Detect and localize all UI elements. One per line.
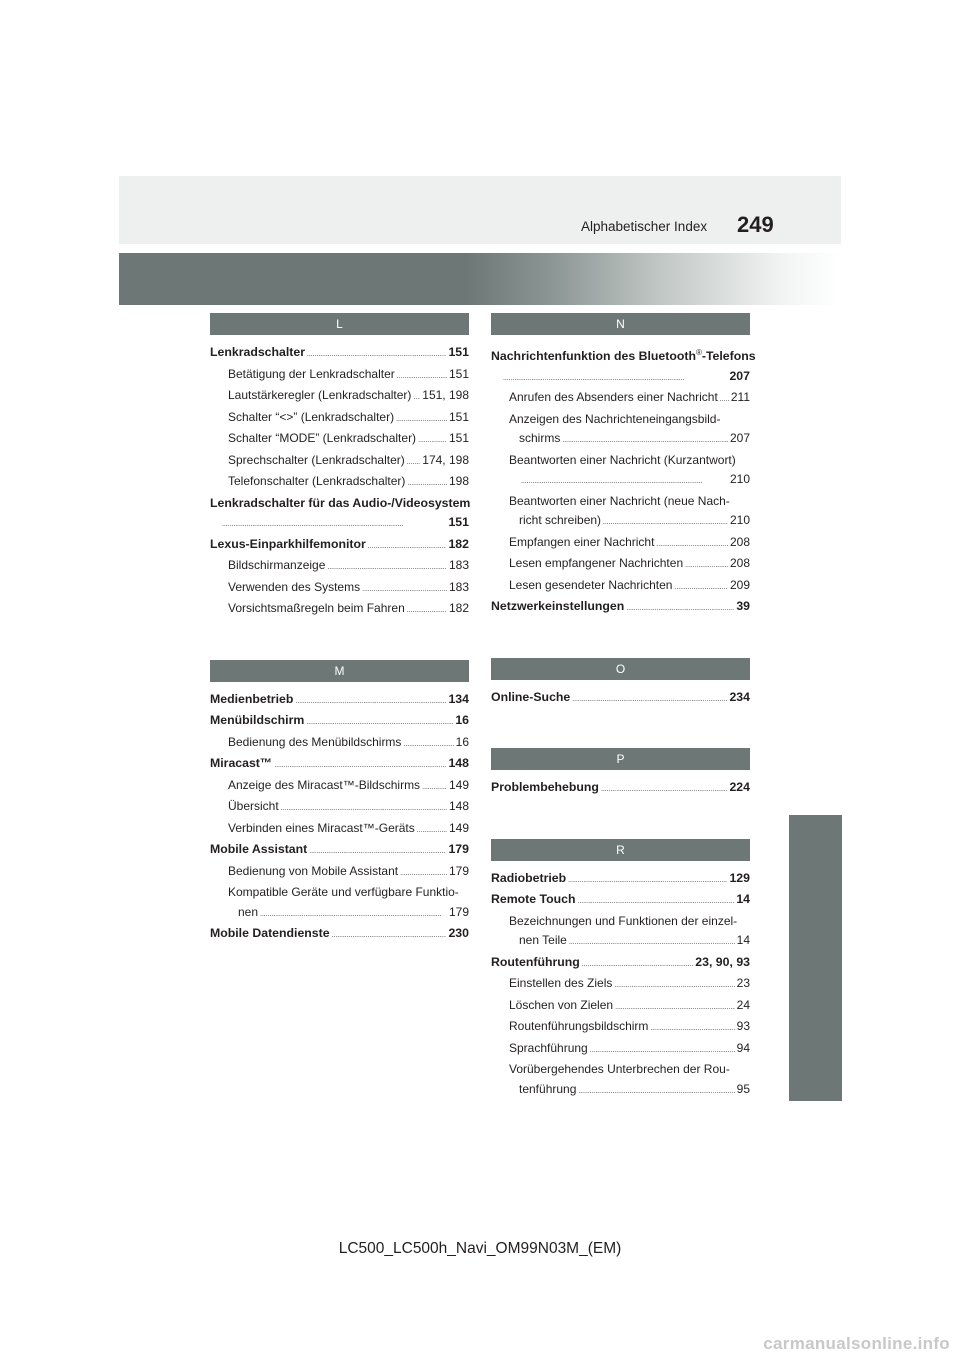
leader-dots [562, 429, 728, 451]
entry-page: 23 [736, 976, 750, 991]
entry-page: 151 [448, 345, 469, 359]
entry-page: 208 [729, 556, 750, 571]
entry-label: Nachrichtenfunktion des Bluetooth [491, 349, 696, 364]
index-entry[interactable] [210, 754, 469, 776]
index-entry-continuation[interactable] [210, 513, 469, 535]
entry-page: 23, 90, 93 [695, 954, 750, 969]
index-subentry[interactable] [491, 533, 750, 555]
entry-page: 151 [448, 431, 469, 445]
entry-page: 207 [729, 431, 750, 446]
leader-dots [601, 778, 728, 800]
entry-label: Verwenden des Systems [228, 579, 361, 594]
entry-page: 207 [729, 368, 750, 383]
entry-label: Übersicht [228, 799, 279, 813]
entry-page: 148 [448, 799, 469, 813]
index-subentry[interactable] [210, 556, 469, 578]
entry-page: 179 [448, 904, 469, 919]
entry-page: 151 [448, 515, 469, 529]
entry-page: 149 [448, 777, 469, 792]
index-subentry-continuation[interactable] [491, 429, 750, 451]
index-entry[interactable] [210, 690, 469, 712]
leader-dots [407, 451, 421, 473]
entry-page: 209 [729, 577, 750, 592]
index-subentry[interactable] [491, 554, 750, 576]
index-subentry-continuation[interactable] [491, 1080, 750, 1102]
leader-dots [368, 535, 447, 557]
index-column-right [491, 313, 756, 1101]
index-subentry[interactable] [210, 365, 469, 387]
leader-dots [396, 408, 447, 430]
leader-dots [222, 513, 446, 535]
entry-page: 198 [448, 474, 469, 488]
index-entry[interactable] [210, 535, 469, 557]
manual-code-footer: LC500_LC500h_Navi_OM99N03M_(EM) [338, 1240, 622, 1257]
entry-page: 182 [448, 601, 469, 615]
index-subentry-line[interactable]: Vorübergehendes Unterbrechen der Rou- [509, 1062, 730, 1077]
entry-label: Bedienung von Mobile Assistant [228, 863, 399, 878]
section-letter-n: N [491, 313, 750, 335]
page-number: 249 [737, 212, 774, 237]
entry-label-suffix: -Telefons [701, 349, 756, 364]
index-entry[interactable] [491, 597, 750, 619]
entry-label: Vorsichtsmaßregeln beim Fahren [228, 601, 405, 615]
index-entry-line[interactable] [491, 343, 756, 367]
entry-page: 16 [455, 713, 469, 727]
leader-dots [295, 690, 446, 712]
leader-dots [569, 931, 735, 953]
entry-label: Sprachführung [509, 1040, 588, 1055]
entry-page: 94 [736, 1040, 750, 1055]
index-subentry-continuation[interactable] [210, 903, 469, 925]
entry-page: 208 [729, 534, 750, 549]
leader-dots [274, 754, 446, 776]
leader-dots [403, 733, 453, 755]
leader-dots [397, 365, 447, 387]
entry-label: Löschen von Zielen [509, 997, 614, 1012]
leader-dots [418, 429, 447, 451]
entry-label: Mobile Datendienste [210, 926, 330, 940]
entry-label: Empfangen einer Nachricht [509, 534, 655, 549]
index-subentry[interactable] [210, 797, 469, 819]
entry-label: richt schreiben) [519, 513, 602, 528]
leader-dots [503, 367, 727, 389]
section-letter-l: L [210, 313, 469, 335]
index-entry[interactable] [210, 840, 469, 862]
leader-dots [400, 862, 447, 884]
index-subentry[interactable] [210, 408, 469, 430]
entry-label: Lexus-Einparkhilfemonitor [210, 536, 366, 551]
leader-dots [568, 869, 727, 891]
index-entry[interactable] [491, 869, 750, 891]
index-subentry-line[interactable]: Anzeigen des Nachrichteneingangsbild- [509, 411, 721, 426]
index-subentry[interactable] [491, 974, 750, 996]
leader-dots [521, 470, 728, 492]
leader-dots [422, 776, 447, 798]
index-subentry-line[interactable]: Beantworten einer Nachricht (neue Nach- [509, 493, 730, 508]
entry-label: Medienbetrieb [210, 691, 294, 706]
section-letter-o: O [491, 658, 750, 680]
entry-page: 134 [448, 691, 469, 706]
index-entry[interactable] [491, 688, 750, 710]
chapter-side-tab [789, 815, 842, 1101]
registered-mark: ® [695, 348, 702, 357]
entry-label: Anrufen des Absenders einer Nachricht [509, 390, 718, 405]
leader-dots [674, 576, 728, 598]
entry-page: 179 [448, 842, 469, 856]
index-subentry-line[interactable]: Bezeichnungen und Funktionen der einzel- [509, 913, 738, 928]
entry-label: Verbinden eines Miracast™-Geräts [228, 820, 415, 835]
index-subentry[interactable] [210, 429, 469, 451]
leader-dots [582, 953, 694, 975]
entry-page: 93 [736, 1019, 750, 1034]
index-entry[interactable] [210, 924, 469, 946]
entry-page: 14 [736, 933, 750, 948]
entry-page: 230 [448, 926, 469, 940]
entry-label: Bildschirmanzeige [228, 558, 326, 572]
entry-page: 211 [730, 390, 750, 405]
leader-dots [578, 890, 735, 912]
leader-dots [407, 599, 447, 621]
entry-page: 183 [448, 579, 469, 594]
index-subentry[interactable] [491, 388, 750, 410]
index-entry[interactable] [210, 711, 469, 733]
index-column-left [210, 313, 469, 946]
index-subentry-continuation[interactable] [491, 931, 750, 953]
entry-label: Netzwerkeinstellungen [491, 599, 625, 614]
leader-dots [362, 578, 447, 600]
index-subentry[interactable] [210, 451, 469, 473]
index-entry[interactable] [491, 778, 750, 800]
leader-dots [307, 343, 446, 365]
index-subentry-continuation[interactable] [491, 511, 750, 533]
leader-dots [615, 996, 735, 1018]
index-subentry-continuation[interactable] [491, 470, 750, 492]
header-bar [119, 176, 841, 244]
index-subentry[interactable] [491, 996, 750, 1018]
entry-page: 174, 198 [422, 452, 469, 467]
entry-label: Schalter “<>” (Lenkradschalter) [228, 409, 395, 424]
entry-label: Lautstärkeregler (Lenkradschalter) [228, 388, 412, 402]
entry-page: 234 [729, 689, 750, 704]
entry-label: tenführung [519, 1081, 577, 1096]
entry-label: Miracast™ [210, 756, 273, 770]
entry-label: Routenführung [491, 954, 580, 969]
entry-page: 95 [736, 1081, 750, 1096]
index-subentry[interactable] [210, 776, 469, 798]
entry-label: Remote Touch [491, 892, 576, 907]
index-entry[interactable] [210, 343, 469, 365]
index-subentry[interactable] [210, 733, 469, 755]
entry-label: Radiobetrieb [491, 870, 567, 885]
entry-label: Lesen empfangener Nachrichten [509, 556, 684, 571]
entry-label: Sprechschalter (Lenkradschalter) [228, 452, 405, 467]
leader-dots [260, 903, 447, 925]
leader-dots [614, 974, 734, 996]
index-subentry[interactable] [210, 472, 469, 494]
entry-page: 151, 198 [422, 388, 469, 402]
leader-dots [417, 819, 447, 841]
leader-dots [626, 597, 734, 619]
entry-label: Lenkradschalter [210, 345, 306, 359]
entry-page: 210 [729, 513, 750, 528]
leader-dots [590, 1039, 735, 1061]
index-subentry[interactable] [210, 819, 469, 841]
entry-label: nen Teile [519, 933, 567, 948]
watermark-text: carmanualsonline.info [763, 1334, 950, 1353]
entry-page: 179 [448, 863, 469, 878]
index-subentry[interactable] [210, 862, 469, 884]
entry-label: Routenführungsbildschirm [509, 1019, 649, 1034]
leader-dots [572, 688, 727, 710]
index-entry-line[interactable]: Lenkradschalter für das Audio-/Videosystem [210, 495, 471, 510]
index-subentry-line[interactable]: Kompatible Geräte und verfügbare Funktio- [228, 885, 459, 899]
index-subentry[interactable] [491, 1039, 750, 1061]
entry-label: nen [238, 904, 259, 919]
entry-page: 39 [736, 599, 750, 614]
index-entry[interactable] [491, 890, 750, 912]
entry-page: 129 [729, 870, 750, 885]
section-letter-p: P [491, 748, 750, 770]
entry-label: Problembehebung [491, 780, 599, 795]
leader-dots [327, 556, 447, 578]
leader-dots [281, 797, 447, 819]
entry-label: Mobile Assistant [210, 842, 308, 856]
entry-label: Online-Suche [491, 689, 571, 704]
section-letter-r: R [491, 839, 750, 861]
section-letter-m: M [210, 660, 469, 682]
leader-dots [413, 386, 420, 408]
header-gradient-band [119, 253, 841, 305]
leader-dots [306, 711, 453, 733]
entry-page: 183 [448, 558, 469, 572]
index-subentry[interactable] [491, 1017, 750, 1039]
leader-dots [309, 840, 446, 862]
entry-page: 210 [729, 472, 750, 487]
entry-label: Anzeige des Miracast™-Bildschirms [228, 777, 421, 792]
entry-page: 14 [736, 892, 750, 907]
header-title: Alphabetischer Index [581, 219, 708, 234]
entry-page: 148 [448, 756, 469, 770]
entry-label: Bedienung des Menübildschirms [228, 734, 402, 749]
entry-page: 182 [448, 536, 469, 551]
entry-page: 149 [448, 820, 469, 835]
entry-label: schirms [519, 431, 561, 446]
entry-page: 151 [448, 409, 469, 424]
index-subentry[interactable] [210, 386, 469, 408]
leader-dots [656, 533, 728, 555]
entry-label: Schalter “MODE” (Lenkradschalter) [228, 431, 417, 445]
leader-dots [603, 511, 728, 533]
leader-dots [720, 388, 729, 410]
entry-page: 151 [448, 366, 469, 381]
leader-dots [685, 554, 728, 576]
index-subentry[interactable] [210, 599, 469, 621]
index-entry-continuation[interactable] [491, 367, 750, 389]
entry-label: Lesen gesendeter Nachrichten [509, 577, 673, 592]
index-subentry-line[interactable]: Beantworten einer Nachricht (Kurzantwort) [509, 452, 736, 467]
entry-label: Einstellen des Ziels [509, 976, 613, 991]
entry-label: Betätigung der Lenkradschalter [228, 366, 395, 381]
index-subentry[interactable] [210, 578, 469, 600]
entry-label: Menübildschirm [210, 713, 305, 727]
entry-label: Telefonschalter (Lenkradschalter) [228, 474, 406, 488]
leader-dots [332, 924, 447, 946]
index-subentry[interactable] [491, 576, 750, 598]
index-entry[interactable] [491, 953, 750, 975]
entry-page: 224 [729, 780, 750, 795]
entry-page: 16 [455, 734, 469, 749]
entry-page: 24 [736, 997, 750, 1012]
leader-dots [578, 1080, 734, 1102]
leader-dots [407, 472, 447, 494]
leader-dots [650, 1017, 734, 1039]
